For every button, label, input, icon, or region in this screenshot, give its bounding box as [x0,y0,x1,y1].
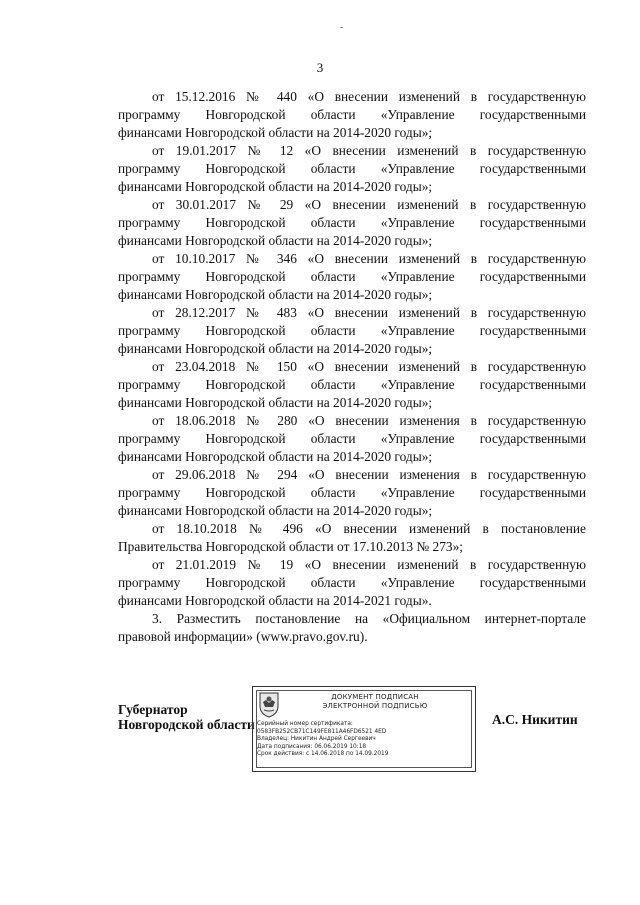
paragraph-line: Правительства Новгородской области от 17.10.2013 № 273»; [118,539,464,554]
paragraph-line: финансами Новгородской области на 2014-2021 годы». [118,593,432,608]
stamp-validity: Срок действия: с 14.06.2018 по 14.09.2019 [257,751,389,758]
paragraph-line: программу Новгородской области «Управление государственными [118,269,586,284]
stamp-cert-number: 0583FB252CB71C149FE811A46FD6521 4ED [257,728,387,735]
paragraph-line: от 10.10.2017 № 346 «О внесении изменений в государственную [152,251,586,266]
list-item [118,304,586,358]
paragraph-line: 3. Разместить постановление на «Официальном интернет-портале [152,611,586,626]
list-item [118,142,586,196]
top-mark: - [340,22,344,33]
page-number: 3 [316,60,324,75]
paragraph-line: программу Новгородской области «Управление государственными [118,107,586,122]
coat-of-arms-icon [258,690,280,718]
stamp-heading-line: ЭЛЕКТРОННОЙ ПОДПИСЬЮ [322,702,428,710]
electronic-signature-stamp [252,686,476,772]
stamp-cert-label: Серийный номер сертификата: [257,721,353,727]
paragraph-line: программу Новгородской области «Управление государственными [118,431,586,446]
paragraph-line: финансами Новгородской области на 2014-2020 годы»; [118,287,433,302]
paragraph-line: финансами Новгородской области на 2014-2020 годы»; [118,125,433,140]
stamp-owner: Владелец: Никитин Андрей Сергеевич [257,736,376,743]
signatory-title-line: Губернатор [118,702,188,717]
signatory-title-line: Новгородской области [118,717,255,732]
paragraph-line: от 18.06.2018 № 280 «О внесении изменения в государственную [152,413,586,428]
paragraph-line: от 30.01.2017 № 29 «О внесении изменений в государственную [152,197,586,212]
paragraph-line: финансами Новгородской области на 2014-2020 годы»; [118,503,433,518]
paragraph-line: программу Новгородской области «Управление государственными [118,161,586,176]
list-item [118,412,586,466]
paragraph-line: финансами Новгородской области на 2014-2020 годы»; [118,395,433,410]
stamp-heading [285,693,465,711]
signatory-title [118,702,255,732]
list-item [118,196,586,250]
paragraph-line: финансами Новгородской области на 2014-2020 годы»; [118,179,433,194]
paragraph-line: от 29.06.2018 № 294 «О внесении изменения в государственную [152,467,586,482]
paragraph-line: от 18.10.2018 № 496 «О внесении изменений в постановление [152,521,586,536]
paragraph-line: программу Новгородской области «Управление государственными [118,575,586,590]
paragraph-line: от 21.01.2019 № 19 «О внесении изменений в государственную [152,557,586,572]
paragraph-line: от 15.12.2016 № 440 «О внесении изменений в государственную [152,89,586,104]
paragraph-line: программу Новгородской области «Управление государственными [118,323,586,338]
paragraph-line: от 28.12.2017 № 483 «О внесении изменений в государственную [152,305,586,320]
clause-3 [118,610,586,646]
list-item [118,250,586,304]
paragraph-line: программу Новгородской области «Управление государственными [118,377,586,392]
paragraph-line: от 19.01.2017 № 12 «О внесении изменений в государственную [152,143,586,158]
paragraph-line: финансами Новгородской области на 2014-2020 годы»; [118,233,433,248]
stamp-details [257,721,467,759]
document-body [118,88,586,646]
list-item [118,556,586,610]
paragraph-line: финансами Новгородской области на 2014-2020 годы»; [118,341,433,356]
paragraph-line: программу Новгородской области «Управление государственными [118,485,586,500]
list-item [118,88,586,142]
paragraph-line: от 23.04.2018 № 150 «О внесении изменений в государственную [152,359,586,374]
paragraph-line: финансами Новгородской области на 2014-2020 годы»; [118,449,433,464]
stamp-heading-line: ДОКУМЕНТ ПОДПИСАН [331,693,419,701]
paragraph-line: программу Новгородской области «Управление государственными [118,215,586,230]
list-item [118,358,586,412]
signatory-name: А.С. Никитин [492,712,578,727]
list-item [118,520,586,556]
list-item [118,466,586,520]
stamp-signed-date: Дата подписания: 06.06.2019 10:18 [257,743,367,750]
paragraph-line: правовой информации» (www.pravo.gov.ru). [118,629,368,644]
